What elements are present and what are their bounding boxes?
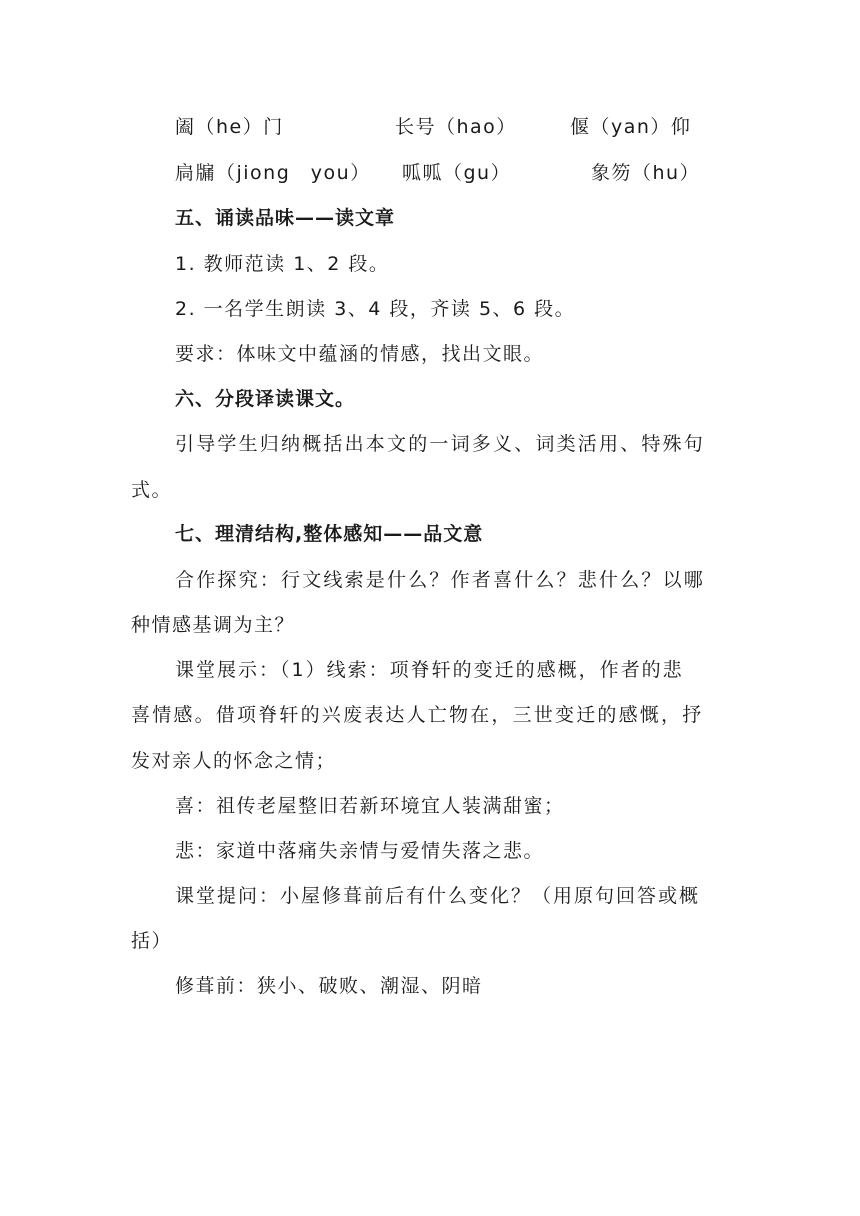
section-7-heading: 七、理清结构,整体感知——品文意 xyxy=(175,523,484,545)
section-7-show-line-3: 发对亲人的怀念之情； xyxy=(131,750,337,772)
section-5-item-2: 2. 一名学生朗读 3、4 段，齐读 5、6 段。 xyxy=(175,298,576,320)
vocab-xiang-hu: 象笏（hu） xyxy=(591,162,701,184)
section-5-heading: 五、诵读品味——读文章 xyxy=(175,207,396,229)
section-6-paragraph-line-1: 引导学生归纳概括出本文的一词多义、词类活用、特殊句 xyxy=(175,433,706,455)
section-7-show-line-1: 课堂展示：（1）线索：项脊轩的变迁的感概，作者的悲 xyxy=(175,659,684,681)
section-7-joy: 喜：祖传老屋整旧若新环境宜人装满甜蜜； xyxy=(175,795,565,817)
section-5-requirement: 要求：体味文中蕴涵的情感，找出文眼。 xyxy=(175,343,545,365)
section-6-paragraph-line-2: 式。 xyxy=(131,479,173,501)
section-7-question-line-2: 括） xyxy=(131,930,173,952)
vocab-jiong-you: 扃牖（jiong you） xyxy=(175,162,371,184)
section-6-heading: 六、分段译读课文。 xyxy=(175,388,356,410)
section-7-explore-line-1: 合作探究：行文线索是什么？作者喜什么？悲什么？以哪 xyxy=(175,569,706,591)
vocab-he-men: 阖（he）门 xyxy=(175,116,284,138)
section-7-question-line-1: 课堂提问：小屋修葺前后有什么变化？（用原句回答或概 xyxy=(175,885,701,907)
section-7-explore-line-2: 种情感基调为主？ xyxy=(131,614,296,636)
section-5-item-1: 1. 教师范读 1、2 段。 xyxy=(175,253,390,275)
vocab-yan-yang: 偃（yan）仰 xyxy=(570,116,692,138)
section-7-show-line-2: 喜情感。借项脊轩的兴废表达人亡物在，三世变迁的感慨，抒 xyxy=(131,704,704,726)
vocab-chang-hao: 长号（hao） xyxy=(395,116,517,138)
vocab-gu-gu: 呱呱（gu） xyxy=(402,162,512,184)
section-7-sorrow: 悲：家道中落痛失亲情与爱情失落之悲。 xyxy=(175,840,545,862)
section-7-before-renovation: 修葺前：狭小、破败、潮湿、阴暗 xyxy=(175,975,483,997)
